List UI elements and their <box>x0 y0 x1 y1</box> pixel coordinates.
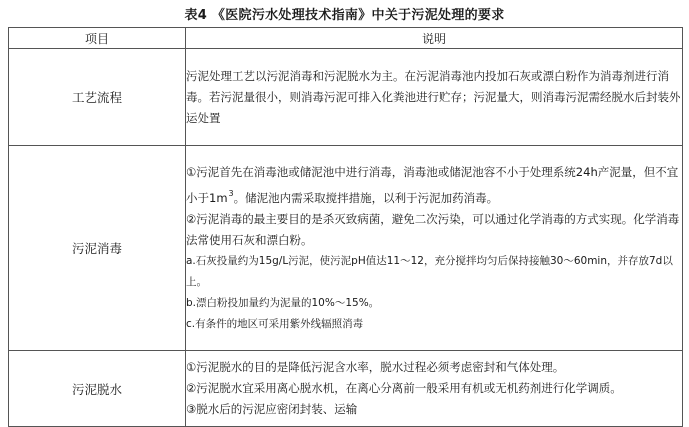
requirements-table <box>8 27 683 427</box>
description-line: b.漂白粉投加量约为泥量的10%～15%。 <box>186 296 380 309</box>
superscript: 3 <box>228 188 234 198</box>
table-row <box>9 146 683 351</box>
description-text: ①污泥首先在消毒池或储泥池中进行消毒，消毒池或储泥池容不小于处理系统24h产泥量，但不宜小于1m <box>186 164 679 205</box>
description-line: c.有条件的地区可采用紫外线辐照消毒 <box>186 317 364 330</box>
row-description-sludge-dewatering <box>186 351 683 427</box>
header-item: 项目 <box>9 28 186 49</box>
row-item-sludge-dewatering: 污泥脱水 <box>9 351 186 427</box>
description-line: 污泥处理工艺以污泥消毒和污泥脱水为主。在污泥消毒池内投加石灰或漂白粉作为消毒剂进行消毒。若污泥量很小，则消毒污泥可排入化粪池进行贮存；污泥量大，则消毒污泥需经脱水后封装外运处置 <box>186 68 681 125</box>
description-line: ③脱水后的污泥应密闭封装、运输 <box>186 402 358 416</box>
header-description: 说明 <box>186 28 683 49</box>
row-description-process-flow <box>186 49 683 146</box>
table-title: 表4 《医院污水处理技术指南》中关于污泥处理的要求 <box>184 8 505 23</box>
row-item-sludge-disinfection: 污泥消毒 <box>9 146 186 351</box>
description-line: ②污泥脱水宜采用离心脱水机，在离心分离前一般采用有机或无机药剂进行化学调质。 <box>186 381 622 395</box>
row-description-sludge-disinfection <box>186 146 683 351</box>
table-header-row <box>9 28 683 49</box>
table-row <box>9 351 683 427</box>
description-text: 。储泥池内需采取搅拌措施，以利于污泥加药消毒。 <box>233 190 499 205</box>
description-line <box>186 162 682 209</box>
row-item-process-flow: 工艺流程 <box>9 49 186 146</box>
description-line: a.石灰投量约为15g/L污泥，使污泥pH值达11～12，充分搅拌均匀后保持接触30～60min，并存放7d以上。 <box>186 254 673 288</box>
table-row <box>9 49 683 146</box>
description-line: ②污泥消毒的最主要目的是杀灭致病菌，避免二次污染，可以通过化学消毒的方式实现。化学消毒法常使用石灰和漂白粉。 <box>186 211 680 247</box>
description-line: ①污泥脱水的目的是降低污泥含水率，脱水过程必须考虑密封和气体处理。 <box>186 360 565 374</box>
